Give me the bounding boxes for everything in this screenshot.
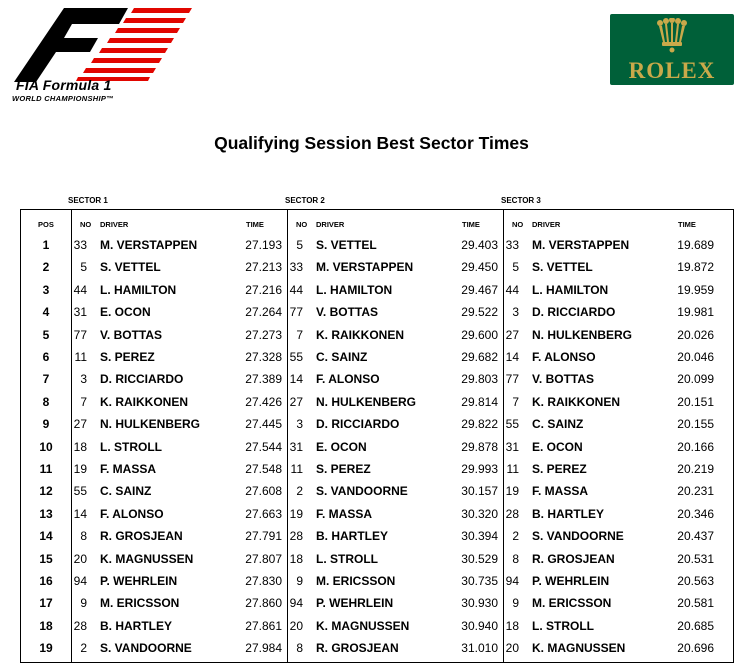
- driver-cell: M. ERICSSON: [532, 596, 612, 611]
- car-number-cell: 8: [80, 529, 87, 544]
- time-cell: 20.151: [677, 394, 714, 409]
- car-number-cell: 28: [73, 618, 87, 633]
- table-row: [21, 324, 733, 346]
- driver-cell: L. HAMILTON: [100, 282, 177, 297]
- driver-cell: N. HULKENBERG: [316, 394, 417, 409]
- position-cell: 4: [42, 305, 50, 320]
- sector-3-heading: SECTOR 3: [501, 196, 541, 205]
- time-cell: 20.563: [677, 574, 714, 588]
- table-row: [21, 368, 733, 390]
- time-cell: 29.822: [461, 417, 498, 432]
- time-cell: 27.264: [245, 305, 282, 320]
- time-cell: 27.193: [245, 238, 282, 252]
- time-cell: 20.155: [677, 417, 714, 432]
- driver-cell: B. HARTLEY: [532, 506, 604, 521]
- car-number-cell: 8: [296, 641, 303, 656]
- position-cell: 13: [39, 506, 53, 521]
- time-cell: 29.814: [461, 394, 498, 409]
- header-driver: DRIVER: [100, 220, 129, 229]
- driver-cell: C. SAINZ: [532, 417, 584, 432]
- time-cell: 20.696: [677, 641, 714, 656]
- table-row: [21, 279, 733, 301]
- driver-cell: L. STROLL: [100, 439, 162, 454]
- header-driver: DRIVER: [316, 220, 345, 229]
- car-number-cell: 33: [505, 238, 519, 252]
- driver-cell: R. GROSJEAN: [532, 551, 615, 566]
- table-row: [21, 256, 733, 278]
- car-number-cell: 9: [296, 574, 303, 588]
- position-cell: 2: [42, 260, 50, 275]
- position-cell: 1: [42, 238, 50, 252]
- position-cell: 5: [42, 327, 50, 342]
- position-cell: 17: [39, 596, 53, 611]
- time-cell: 27.213: [245, 260, 282, 275]
- car-number-cell: 18: [73, 439, 87, 454]
- driver-cell: K. MAGNUSSEN: [316, 618, 410, 633]
- car-number-cell: 9: [512, 596, 519, 611]
- car-number-cell: 44: [505, 282, 519, 297]
- car-number-cell: 77: [289, 305, 303, 320]
- driver-cell: D. RICCIARDO: [316, 417, 400, 432]
- driver-cell: V. BOTTAS: [316, 305, 379, 320]
- car-number-cell: 3: [512, 305, 519, 320]
- position-cell: 3: [42, 282, 50, 297]
- position-cell: 7: [42, 372, 50, 387]
- car-number-cell: 33: [289, 260, 303, 275]
- time-cell: 27.548: [245, 462, 282, 476]
- driver-cell: S. VANDOORNE: [532, 529, 624, 544]
- time-cell: 27.389: [245, 372, 282, 387]
- driver-cell: F. MASSA: [316, 506, 373, 521]
- car-number-cell: 5: [512, 260, 519, 275]
- car-number-cell: 27: [73, 417, 87, 432]
- driver-cell: P. WEHRLEIN: [532, 574, 610, 588]
- time-cell: 30.735: [461, 574, 498, 588]
- page-title: Qualifying Session Best Sector Times: [214, 133, 529, 153]
- position-cell: 11: [39, 462, 53, 476]
- driver-cell: P. WEHRLEIN: [316, 596, 394, 611]
- time-cell: 30.529: [461, 551, 498, 566]
- driver-cell: M. VERSTAPPEN: [316, 260, 414, 275]
- time-cell: 29.682: [461, 350, 498, 364]
- position-cell: 16: [39, 574, 53, 588]
- car-number-cell: 94: [289, 596, 303, 611]
- car-number-cell: 5: [80, 260, 87, 275]
- header-pos: POS: [38, 220, 54, 229]
- driver-cell: D. RICCIARDO: [532, 305, 616, 320]
- time-cell: 19.959: [677, 282, 714, 297]
- header-time: TIME: [678, 220, 696, 229]
- car-number-cell: 19: [73, 462, 87, 476]
- time-cell: 20.531: [677, 551, 714, 566]
- car-number-cell: 55: [289, 350, 303, 364]
- table-row: [21, 525, 733, 547]
- table-row: [21, 548, 733, 570]
- time-cell: 27.426: [245, 394, 282, 409]
- car-number-cell: 33: [73, 238, 87, 252]
- time-cell: 27.860: [245, 596, 282, 611]
- driver-cell: V. BOTTAS: [100, 327, 163, 342]
- time-cell: 20.166: [677, 439, 714, 454]
- driver-cell: E. OCON: [316, 439, 367, 454]
- f1-brand-text: FIA Formula 1: [16, 77, 112, 93]
- driver-cell: K. RAIKKONEN: [316, 327, 405, 342]
- time-cell: 27.544: [245, 439, 282, 454]
- f1-logo-icon: [6, 4, 196, 82]
- car-number-cell: 18: [289, 551, 303, 566]
- time-cell: 27.608: [245, 484, 282, 499]
- time-cell: 29.993: [461, 462, 498, 476]
- time-cell: 19.872: [677, 260, 714, 275]
- time-cell: 29.467: [461, 282, 498, 297]
- car-number-cell: 44: [73, 282, 87, 297]
- driver-cell: R. GROSJEAN: [100, 529, 183, 544]
- table-row: [21, 413, 733, 435]
- table-row: [21, 234, 733, 256]
- car-number-cell: 11: [74, 350, 87, 364]
- car-number-cell: 55: [505, 417, 519, 432]
- time-cell: 20.685: [677, 618, 714, 633]
- table-row: [21, 301, 733, 323]
- time-cell: 27.663: [245, 506, 282, 521]
- car-number-cell: 55: [73, 484, 87, 499]
- driver-cell: K. RAIKKONEN: [100, 394, 189, 409]
- table-row: [21, 637, 733, 659]
- driver-cell: K. MAGNUSSEN: [532, 641, 626, 656]
- time-cell: 30.157: [461, 484, 498, 499]
- driver-cell: P. WEHRLEIN: [100, 574, 178, 588]
- time-cell: 27.445: [245, 417, 282, 432]
- car-number-cell: 7: [80, 394, 87, 409]
- driver-cell: F. ALONSO: [100, 506, 164, 521]
- time-cell: 30.320: [461, 506, 498, 521]
- table-row: [21, 458, 733, 480]
- driver-cell: K. MAGNUSSEN: [100, 551, 194, 566]
- car-number-cell: 31: [505, 439, 519, 454]
- car-number-cell: 94: [505, 574, 519, 588]
- time-cell: 20.046: [677, 350, 714, 364]
- car-number-cell: 3: [296, 417, 303, 432]
- header-no: NO: [296, 220, 308, 229]
- car-number-cell: 28: [289, 529, 303, 544]
- driver-cell: F. ALONSO: [532, 350, 596, 364]
- time-cell: 27.984: [245, 641, 282, 656]
- car-number-cell: 11: [506, 462, 519, 476]
- car-number-cell: 2: [296, 484, 303, 499]
- rolex-wordmark: ROLEX: [628, 58, 716, 83]
- time-cell: 27.273: [245, 327, 282, 342]
- time-cell: 27.861: [245, 618, 282, 633]
- driver-cell: F. MASSA: [532, 484, 589, 499]
- time-cell: 27.216: [245, 282, 282, 297]
- driver-cell: S. VETTEL: [532, 260, 593, 275]
- time-cell: 19.689: [677, 238, 714, 252]
- driver-cell: L. HAMILTON: [316, 282, 393, 297]
- header-time: TIME: [246, 220, 264, 229]
- driver-cell: F. ALONSO: [316, 372, 380, 387]
- driver-cell: N. HULKENBERG: [532, 327, 633, 342]
- time-cell: 20.026: [677, 327, 714, 342]
- header-no: NO: [512, 220, 524, 229]
- car-number-cell: 27: [289, 394, 303, 409]
- time-cell: 20.346: [677, 506, 714, 521]
- car-number-cell: 20: [73, 551, 87, 566]
- position-cell: 18: [39, 618, 53, 633]
- time-cell: 29.450: [461, 260, 498, 275]
- time-cell: 29.803: [461, 372, 498, 387]
- driver-cell: S. PEREZ: [532, 462, 587, 476]
- car-number-cell: 8: [512, 551, 519, 566]
- driver-cell: E. OCON: [532, 439, 583, 454]
- driver-cell: M. VERSTAPPEN: [532, 238, 630, 252]
- car-number-cell: 31: [289, 439, 303, 454]
- driver-cell: L. HAMILTON: [532, 282, 609, 297]
- time-cell: 27.328: [245, 350, 282, 364]
- car-number-cell: 28: [505, 506, 519, 521]
- driver-cell: S. VANDOORNE: [316, 484, 408, 499]
- car-number-cell: 14: [505, 350, 519, 364]
- time-cell: 20.581: [677, 596, 714, 611]
- car-number-cell: 2: [512, 529, 519, 544]
- car-number-cell: 77: [505, 372, 519, 387]
- time-cell: 20.219: [677, 462, 714, 476]
- time-cell: 30.940: [461, 618, 498, 633]
- car-number-cell: 20: [505, 641, 519, 656]
- driver-cell: D. RICCIARDO: [100, 372, 184, 387]
- driver-cell: S. PEREZ: [316, 462, 371, 476]
- car-number-cell: 44: [289, 282, 303, 297]
- table-row: [21, 391, 733, 413]
- driver-cell: V. BOTTAS: [532, 372, 595, 387]
- position-cell: 19: [39, 641, 53, 656]
- car-number-cell: 94: [73, 574, 87, 588]
- time-cell: 31.010: [461, 641, 498, 656]
- position-cell: 6: [42, 350, 50, 364]
- sector-2-heading: SECTOR 2: [285, 196, 325, 205]
- time-cell: 27.791: [245, 529, 282, 544]
- sector-1-heading: SECTOR 1: [68, 196, 108, 205]
- table-row: [21, 592, 733, 614]
- car-number-cell: 18: [505, 618, 519, 633]
- car-number-cell: 14: [289, 372, 303, 387]
- driver-cell: L. STROLL: [316, 551, 378, 566]
- driver-cell: R. GROSJEAN: [316, 641, 399, 656]
- car-number-cell: 5: [296, 238, 303, 252]
- time-cell: 19.981: [677, 305, 714, 320]
- driver-cell: N. HULKENBERG: [100, 417, 201, 432]
- car-number-cell: 7: [296, 327, 303, 342]
- sector-times-table: [20, 209, 734, 663]
- time-cell: 29.600: [461, 327, 498, 342]
- time-cell: 27.830: [245, 574, 282, 588]
- driver-cell: M. VERSTAPPEN: [100, 238, 198, 252]
- car-number-cell: 31: [73, 305, 87, 320]
- driver-cell: M. ERICSSON: [100, 596, 180, 611]
- table-row: [21, 480, 733, 502]
- time-cell: 20.099: [677, 372, 714, 387]
- table-row: [21, 436, 733, 458]
- table-row: [21, 570, 733, 592]
- driver-cell: K. RAIKKONEN: [532, 394, 621, 409]
- time-cell: 20.231: [677, 484, 714, 499]
- header-no: NO: [80, 220, 92, 229]
- driver-cell: B. HARTLEY: [316, 529, 388, 544]
- driver-cell: S. VETTEL: [316, 238, 377, 252]
- position-cell: 12: [39, 484, 53, 499]
- position-cell: 15: [39, 551, 53, 566]
- car-number-cell: 3: [80, 372, 87, 387]
- time-cell: 27.807: [245, 551, 282, 566]
- car-number-cell: 20: [289, 618, 303, 633]
- header-time: TIME: [462, 220, 480, 229]
- car-number-cell: 2: [80, 641, 87, 656]
- car-number-cell: 77: [73, 327, 87, 342]
- position-cell: 8: [42, 394, 50, 409]
- rolex-logo: [610, 14, 734, 85]
- driver-cell: S. VANDOORNE: [100, 641, 192, 656]
- position-cell: 10: [39, 439, 53, 454]
- car-number-cell: 11: [290, 462, 303, 476]
- driver-cell: L. STROLL: [532, 618, 594, 633]
- f1-sub-text: WORLD CHAMPIONSHIP™: [12, 94, 114, 103]
- table-row: [21, 615, 733, 637]
- time-cell: 29.403: [461, 238, 498, 252]
- time-cell: 29.522: [461, 305, 498, 320]
- table-row: [21, 503, 733, 525]
- car-number-cell: 19: [505, 484, 519, 499]
- driver-cell: E. OCON: [100, 305, 151, 320]
- driver-cell: F. MASSA: [100, 462, 157, 476]
- car-number-cell: 27: [505, 327, 519, 342]
- position-cell: 14: [39, 529, 53, 544]
- car-number-cell: 9: [80, 596, 87, 611]
- car-number-cell: 19: [289, 506, 303, 521]
- header-driver: DRIVER: [532, 220, 561, 229]
- time-cell: 29.878: [461, 439, 498, 454]
- driver-cell: S. PEREZ: [100, 350, 155, 364]
- driver-cell: C. SAINZ: [100, 484, 152, 499]
- position-cell: 9: [42, 417, 50, 432]
- time-cell: 30.394: [461, 529, 498, 544]
- driver-cell: S. VETTEL: [100, 260, 161, 275]
- crown-icon: [656, 18, 688, 54]
- driver-cell: B. HARTLEY: [100, 618, 172, 633]
- f1-logo: [6, 4, 196, 104]
- car-number-cell: 14: [73, 506, 87, 521]
- driver-cell: M. ERICSSON: [316, 574, 396, 588]
- time-cell: 20.437: [677, 529, 714, 544]
- table-row: [21, 346, 733, 368]
- time-cell: 30.930: [461, 596, 498, 611]
- car-number-cell: 7: [512, 394, 519, 409]
- driver-cell: C. SAINZ: [316, 350, 368, 364]
